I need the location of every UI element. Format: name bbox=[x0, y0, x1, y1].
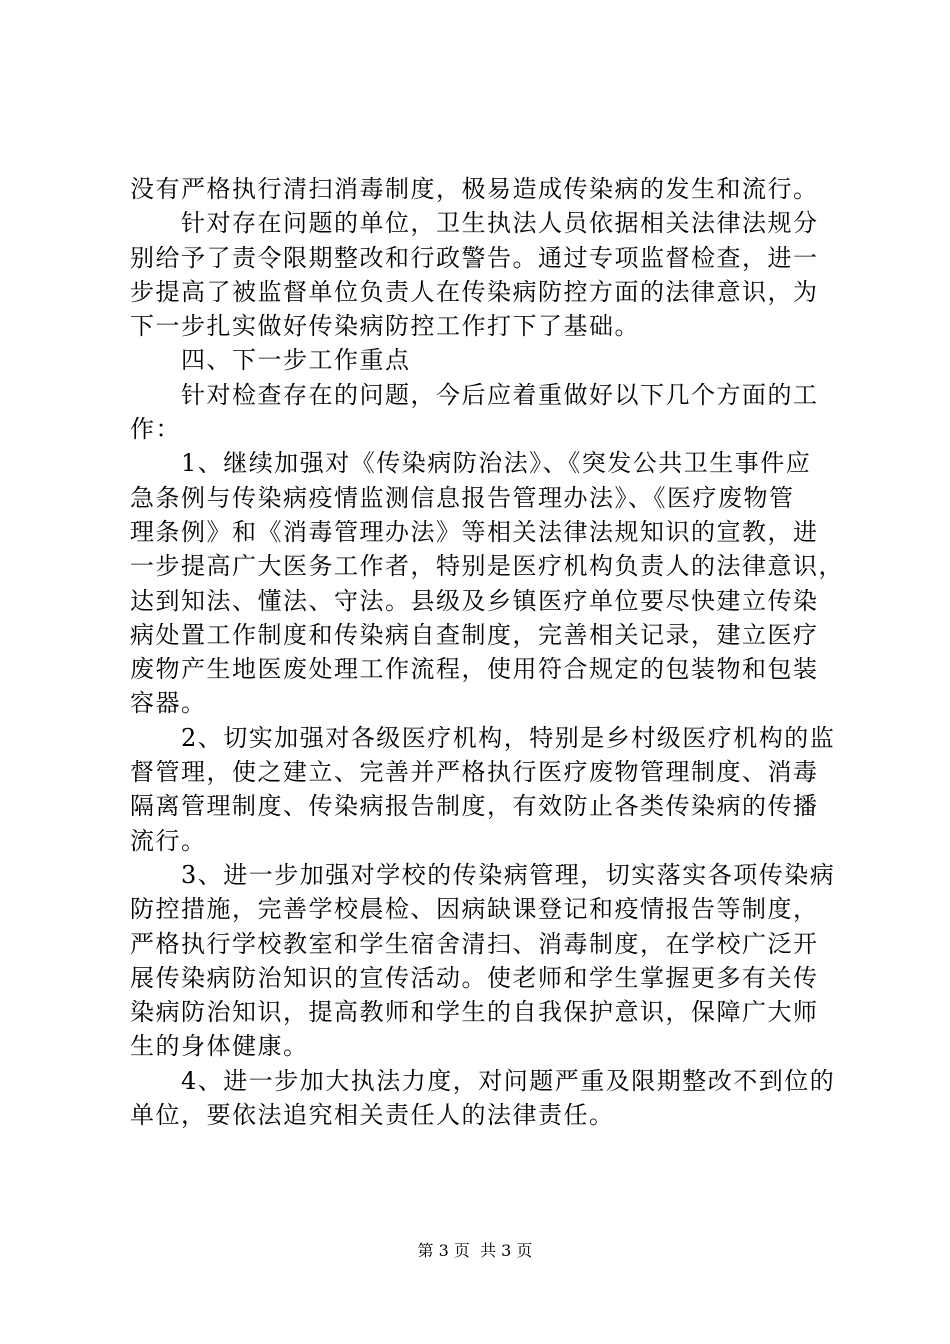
text-line: 步提高了被监督单位负责人在传染病防控方面的法律意识，为 bbox=[130, 277, 819, 306]
text-line: 严格执行学校教室和学生宿舍清扫、消毒制度，在学校广泛开 bbox=[130, 929, 819, 958]
text-line: 病处置工作制度和传染病自查制度，完善相关记录，建立医疗 bbox=[130, 620, 819, 649]
text-line: 生的身体健康。 bbox=[130, 1032, 309, 1061]
text-line: 下一步扎实做好传染病防控工作打下了基础。 bbox=[130, 312, 640, 341]
text-line: 别给予了责令限期整改和行政警告。通过专项监督检查，进一 bbox=[130, 243, 819, 272]
text-line: 急条例与传染病疫情监测信息报告管理办法》、《医疗废物管 bbox=[130, 483, 795, 512]
page-number-footer: 第 3 页 共 3 页 bbox=[417, 1241, 533, 1260]
text-line: 流行。 bbox=[130, 826, 207, 855]
text-line: 防控措施，完善学校晨检、因病缺课登记和疫情报告等制度， bbox=[130, 895, 819, 924]
text-line: 隔离管理制度、传染病报告制度，有效防止各类传染病的传播 bbox=[130, 792, 819, 821]
text-line: 作： bbox=[130, 415, 181, 444]
section-heading: 四、下一步工作重点 bbox=[130, 346, 411, 375]
text-line: 针对存在问题的单位，卫生执法人员依据相关法律法规分 bbox=[130, 209, 819, 238]
text-line: 单位，要依法追究相关责任人的法律责任。 bbox=[130, 1101, 615, 1130]
text-line: 督管理，使之建立、完善并严格执行医疗废物管理制度、消毒 bbox=[130, 758, 819, 787]
text-line: 容器。 bbox=[130, 689, 207, 718]
text-line: 3、进一步加强对学校的传染病管理，切实落实各项传染病 bbox=[130, 860, 836, 889]
text-line: 展传染病防治知识的宣传活动。使老师和学生掌握更多有关传 bbox=[130, 963, 819, 992]
text-line: 废物产生地医废处理工作流程，使用符合规定的包装物和包装 bbox=[130, 655, 819, 684]
document-body bbox=[130, 172, 844, 1132]
text-line: 达到知法、懂法、守法。县级及乡镇医疗单位要尽快建立传染 bbox=[130, 586, 819, 615]
text-line: 没有严格执行清扫消毒制度，极易造成传染病的发生和流行。 bbox=[130, 175, 819, 203]
text-line: 4、进一步加大执法力度，对问题严重及限期整改不到位的 bbox=[130, 1066, 836, 1095]
text-line: 1、继续加强对《传染病防治法》、《突发公共卫生事件应 bbox=[130, 449, 812, 478]
text-line: 理条例》和《消毒管理办法》等相关法律法规知识的宣教，进 bbox=[130, 517, 819, 546]
text-line: 染病防治知识，提高教师和学生的自我保护意识，保障广大师 bbox=[130, 998, 819, 1027]
text-line: 一步提高广大医务工作者，特别是医疗机构负责人的法律意识， bbox=[130, 552, 844, 581]
text-line: 2、切实加强对各级医疗机构，特别是乡村级医疗机构的监 bbox=[130, 723, 836, 752]
text-line: 针对检查存在的问题，今后应着重做好以下几个方面的工 bbox=[130, 380, 819, 409]
